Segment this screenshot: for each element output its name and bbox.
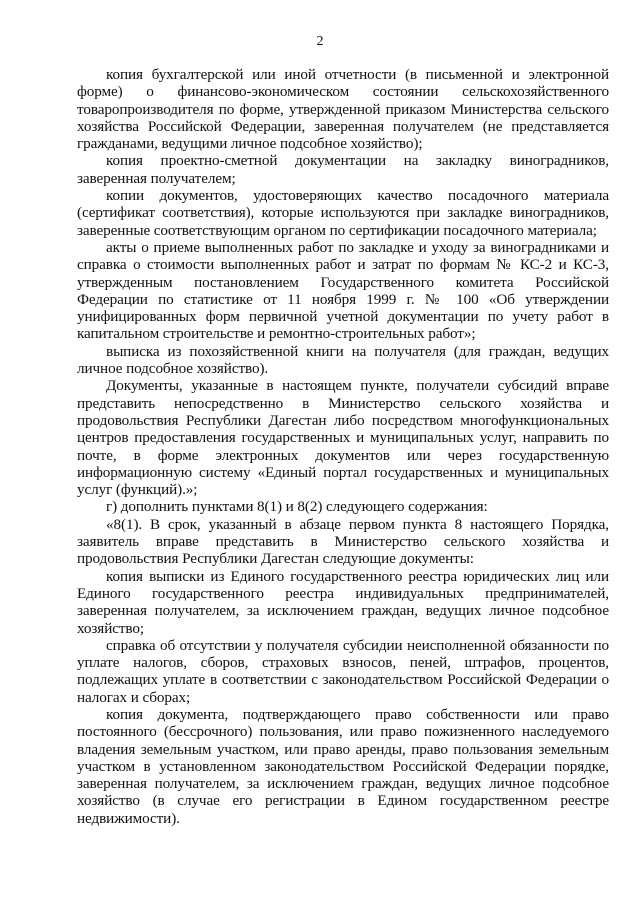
paragraph-registry-extract-copy: копия выписки из Единого государственного реестра юридических лиц или Единого государственного реестра индивидуальных предпринимателей, заверенная получателем, за исключением граждан, ведущих личное подсобное хозяйство; (77, 567, 609, 637)
paragraph-land-rights-document: копия документа, подтверждающего право собственности или право постоянного (бессрочного) пользования, или право пожизненного наследуемого владения земельным участком, или право аренды, право пользования земельным участком в установленном законодательством Российской Федерации порядке, заверенная получателем, за исключением граждан, ведущих личное подсобное хозяйство (в случае его регистрации в Едином государственном реестре недвижимости). (77, 705, 609, 827)
page-number: 2 (316, 34, 324, 49)
paragraph-planting-material-certificates: копии документов, удостоверяющих качество посадочного материала (сертификат соответствия), которые используются при закладке виноградников, заверенные соответствующим органом по сертификации посадочного материала; (77, 187, 609, 239)
paragraph-tax-debt-certificate: справка об отсутствии у получателя субсидии неисполненной обязанности по уплате налогов, сборов, страховых взносов, пеней, штрафов, процентов, подлежащих уплате в соответствии с законодательством Российской Федерации о налогах и сборах; (77, 636, 609, 706)
paragraph-household-book-extract: выписка из похозяйственной книги на получателя (для граждан, ведущих личное подсобное хозяйство). (77, 342, 609, 378)
paragraph-submission-methods: Документы, указанные в настоящем пункте, получатели субсидий вправе представить непосредственно в Министерство сельского хозяйства и продовольствия Республики Дагестан либо посредством многофункциональных центров предоставления государственных и муниципальных услуг, направить по почте, в форме электронных документов или через государственную информационную систему «Единый портал государственных и муниципальных услуг (функций).»; (77, 377, 609, 499)
paragraph-accounting-report-copy: копия бухгалтерской или иной отчетности (в письменной и электронной форме) о финансово-экономическом состоянии сельскохозяйственного товаропроизводителя по форме, утвержденной приказом Министерства сельского хозяйства Российской Федерации, заверенная получателем (не представляется гражданами, ведущими личное подсобное хозяйство); (77, 66, 609, 153)
paragraph-work-acceptance-acts: акты о приеме выполненных работ по закладке и уходу за виноградниками и справка о стоимости выполненных работ и затрат по формам № КС-2 и КС-3, утвержденным постановлением Государственного комитета Российской Федерации по статистике от 11 ноября 1999 г. № 100 «Об утверждении унифицированных форм первичной учетной документации по учету работ в капитальном строительстве и ремонтно-строительных работ»; (77, 238, 609, 343)
paragraph-design-estimate-copy: копия проектно-сметной документации на закладку виноградников, заверенная получателем; (77, 152, 609, 187)
paragraph-clause-8-1: «8(1). В срок, указанный в абзаце первом пункта 8 настоящего Порядка, заявитель вправе представить в Министерство сельского хозяйства и продовольствия Республики Дагестан следующие документы: (77, 515, 609, 568)
document-body (77, 66, 609, 827)
paragraph-amendment-clause-g: г) дополнить пунктами 8(1) и 8(2) следующего содержания: (106, 498, 488, 516)
